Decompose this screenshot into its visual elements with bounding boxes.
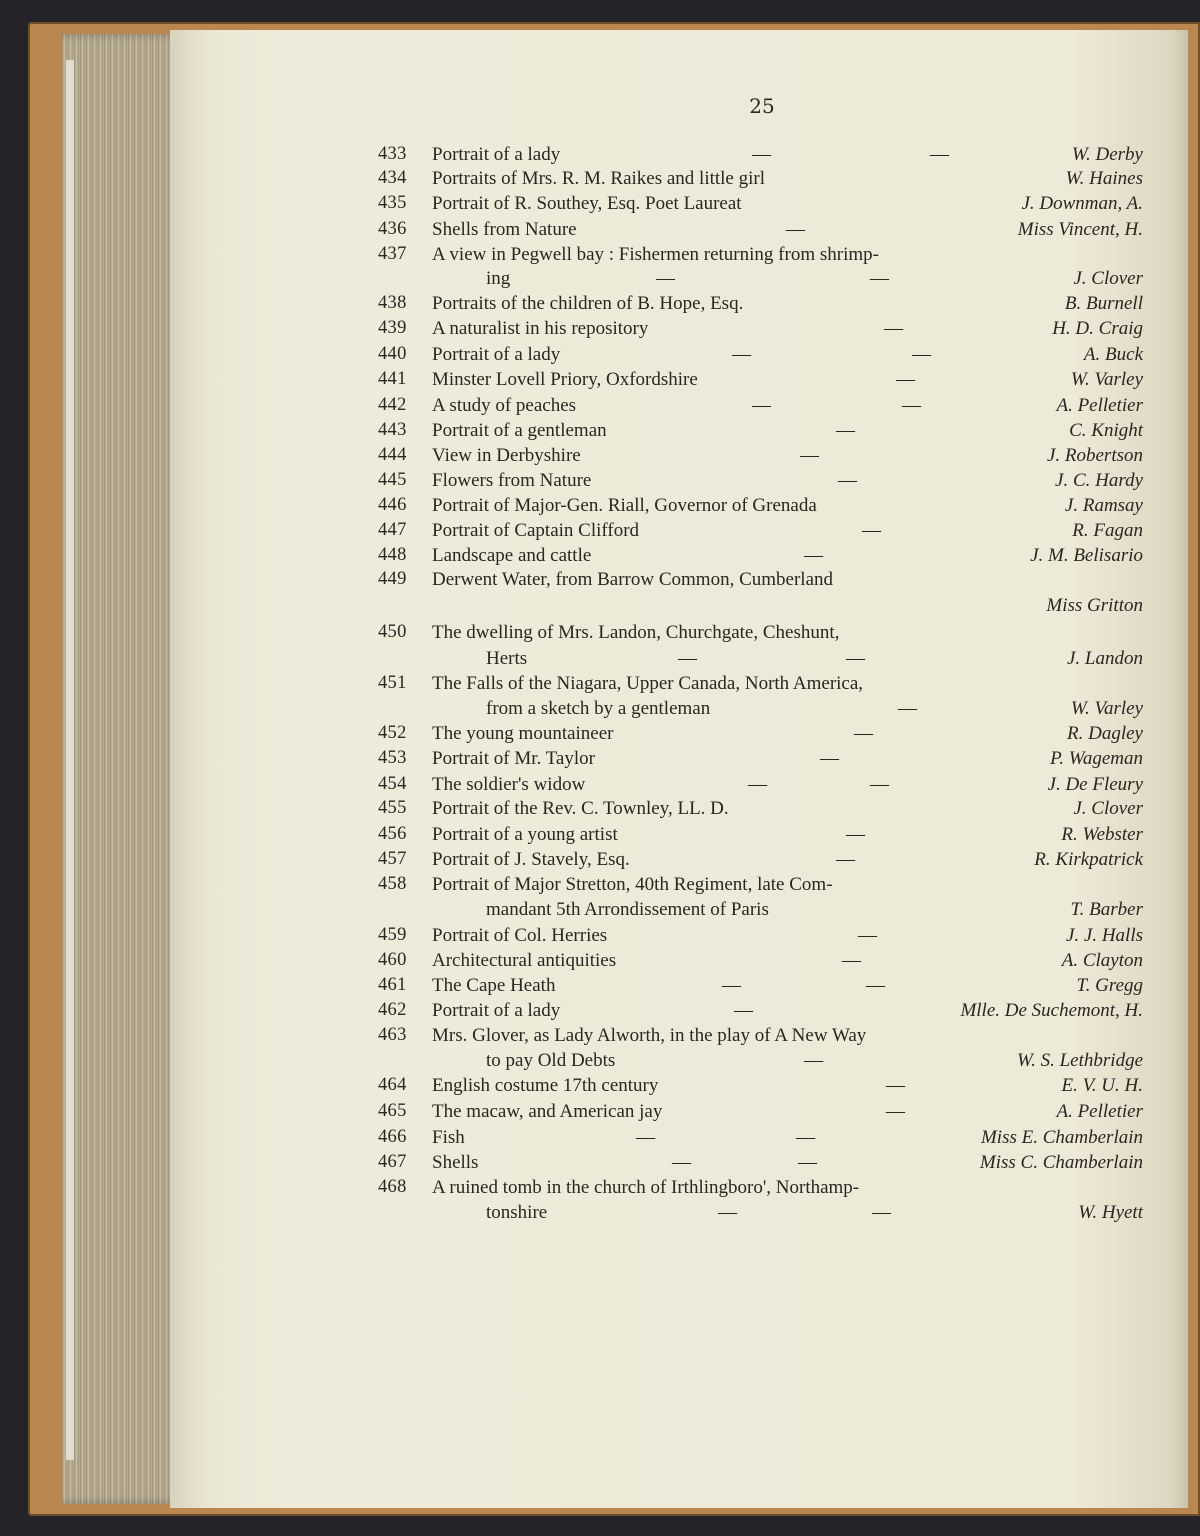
dash-separator: — bbox=[912, 344, 931, 365]
dash-separator: — bbox=[862, 520, 881, 541]
entry-number: 448 bbox=[378, 545, 407, 565]
catalogue-entry bbox=[0, 798, 1200, 824]
catalogue-entry bbox=[0, 824, 1200, 850]
entry-title: Flowers from Nature bbox=[432, 470, 592, 491]
catalogue-entry bbox=[0, 1025, 1200, 1051]
entry-artist: J. M. Belisario bbox=[1030, 545, 1143, 566]
dash-separator: — bbox=[842, 950, 861, 971]
dash-separator: — bbox=[796, 1127, 815, 1148]
entry-title: Portrait of Mr. Taylor bbox=[432, 748, 595, 769]
entry-title-continuation: to pay Old Debts bbox=[486, 1050, 616, 1071]
entry-number: 454 bbox=[378, 774, 407, 794]
entry-number: 441 bbox=[378, 369, 407, 389]
entry-number: 435 bbox=[378, 193, 407, 213]
entry-artist: R. Dagley bbox=[1067, 723, 1143, 744]
entry-artist: W. Varley bbox=[1070, 369, 1143, 390]
catalogue-entry bbox=[0, 545, 1200, 571]
dash-separator: — bbox=[804, 545, 823, 566]
entry-artist: J. Downman, A. bbox=[1021, 193, 1143, 214]
entry-title: Portrait of Major-Gen. Riall, Governor of Grenada bbox=[432, 495, 817, 516]
dash-separator: — bbox=[870, 268, 889, 289]
catalogue-entry bbox=[0, 344, 1200, 370]
entry-title: A naturalist in his repository bbox=[432, 318, 649, 339]
entry-artist: T. Barber bbox=[1070, 899, 1143, 920]
entry-artist: J. Landon bbox=[1067, 648, 1143, 669]
entry-number: 450 bbox=[378, 622, 407, 642]
catalogue-entry bbox=[0, 520, 1200, 546]
entry-number: 459 bbox=[378, 925, 407, 945]
entry-title-continuation: ing bbox=[486, 268, 511, 289]
entry-title: The Cape Heath bbox=[432, 975, 556, 996]
entry-title-continuation: tonshire bbox=[486, 1202, 548, 1223]
catalogue-entry bbox=[0, 622, 1200, 648]
entry-number: 437 bbox=[378, 244, 407, 264]
entry-title: Portraits of Mrs. R. M. Raikes and little girl bbox=[432, 168, 766, 189]
dash-separator: — bbox=[636, 1127, 655, 1148]
entry-title: Minster Lovell Priory, Oxfordshire bbox=[432, 369, 698, 390]
catalogue-entry-continuation bbox=[0, 698, 1200, 724]
catalogue-entry bbox=[0, 445, 1200, 471]
entry-artist: J. J. Halls bbox=[1065, 925, 1143, 946]
entry-number: 456 bbox=[378, 824, 407, 844]
entry-title: Fish bbox=[432, 1127, 465, 1148]
dash-separator: — bbox=[898, 698, 917, 719]
dash-separator: — bbox=[896, 369, 915, 390]
entry-number: 434 bbox=[378, 168, 407, 188]
entry-number: 436 bbox=[378, 219, 407, 239]
entry-title: Portrait of a gentleman bbox=[432, 420, 607, 441]
catalogue-entry bbox=[0, 369, 1200, 395]
catalogue-entry bbox=[0, 849, 1200, 875]
catalogue-entry bbox=[0, 144, 1200, 170]
entry-number: 449 bbox=[378, 569, 407, 589]
dash-separator: — bbox=[858, 925, 877, 946]
catalogue-entry-continuation bbox=[0, 1202, 1200, 1228]
entry-title: Portrait of a lady bbox=[432, 144, 561, 165]
entry-artist: Mlle. De Suchemont, H. bbox=[960, 1000, 1143, 1021]
dash-separator: — bbox=[884, 318, 903, 339]
entry-artist: J. C. Hardy bbox=[1055, 470, 1143, 491]
entry-title: Landscape and cattle bbox=[432, 545, 592, 566]
entry-number: 458 bbox=[378, 874, 407, 894]
entry-number: 440 bbox=[378, 344, 407, 364]
dash-separator: — bbox=[732, 344, 751, 365]
dash-separator: — bbox=[854, 723, 873, 744]
entry-artist: W. Hyett bbox=[1078, 1202, 1143, 1223]
entry-number: 447 bbox=[378, 520, 407, 540]
catalogue-entry bbox=[0, 723, 1200, 749]
dash-separator: — bbox=[866, 975, 885, 996]
catalogue-entry-continuation bbox=[0, 899, 1200, 925]
entry-number: 464 bbox=[378, 1075, 407, 1095]
catalogue-entry bbox=[0, 193, 1200, 219]
entry-artist: Miss E. Chamberlain bbox=[980, 1127, 1143, 1148]
entry-title-continuation: from a sketch by a gentleman bbox=[486, 698, 711, 719]
entry-title: The dwelling of Mrs. Landon, Churchgate, Cheshunt, bbox=[432, 622, 840, 643]
catalogue-entry-continuation bbox=[0, 268, 1200, 294]
dash-separator: — bbox=[656, 268, 675, 289]
entry-artist: P. Wageman bbox=[1050, 748, 1143, 769]
dash-separator: — bbox=[820, 748, 839, 769]
entry-number: 467 bbox=[378, 1152, 407, 1172]
catalogue-entry bbox=[0, 244, 1200, 270]
entry-artist: W. S. Lethbridge bbox=[1017, 1050, 1143, 1071]
catalogue-entry-artist-line bbox=[0, 595, 1200, 621]
entry-title: A study of peaches bbox=[432, 395, 577, 416]
entry-title: The soldier's widow bbox=[432, 774, 586, 795]
entry-title: The young mountaineer bbox=[432, 723, 614, 744]
dash-separator: — bbox=[804, 1050, 823, 1071]
entry-title: Shells from Nature bbox=[432, 219, 577, 240]
entry-number: 445 bbox=[378, 470, 407, 490]
entry-title: Derwent Water, from Barrow Common, Cumberland bbox=[432, 569, 834, 590]
catalogue-entry-continuation bbox=[0, 1050, 1200, 1076]
entry-artist: Miss C. Chamberlain bbox=[979, 1152, 1143, 1173]
entry-title: The Falls of the Niagara, Upper Canada, North America, bbox=[432, 673, 864, 694]
catalogue-entry bbox=[0, 219, 1200, 245]
catalogue-entry bbox=[0, 748, 1200, 774]
entry-number: 457 bbox=[378, 849, 407, 869]
entry-artist: W. Derby bbox=[1071, 144, 1143, 165]
dash-separator: — bbox=[902, 395, 921, 416]
catalogue-entry bbox=[0, 874, 1200, 900]
catalogue-entry bbox=[0, 1152, 1200, 1178]
entry-artist: A. Pelletier bbox=[1056, 395, 1143, 416]
entry-artist: W. Haines bbox=[1065, 168, 1143, 189]
entry-number: 438 bbox=[378, 293, 407, 313]
entry-number: 463 bbox=[378, 1025, 407, 1045]
page-number: 25 bbox=[749, 94, 775, 118]
catalogue-entry bbox=[0, 293, 1200, 319]
entry-artist: R. Webster bbox=[1061, 824, 1143, 845]
entry-number: 455 bbox=[378, 798, 407, 818]
entry-artist: Miss Vincent, H. bbox=[1017, 219, 1143, 240]
entry-artist: A. Buck bbox=[1083, 344, 1143, 365]
entry-artist: B. Burnell bbox=[1064, 293, 1143, 314]
entry-title: A ruined tomb in the church of Irthlingboro', Northamp- bbox=[432, 1177, 860, 1198]
entry-artist: R. Kirkpatrick bbox=[1034, 849, 1143, 870]
catalogue-entry bbox=[0, 1075, 1200, 1101]
entry-artist: T. Gregg bbox=[1076, 975, 1143, 996]
entry-title: Portrait of a lady bbox=[432, 1000, 561, 1021]
dash-separator: — bbox=[838, 470, 857, 491]
entry-title: English costume 17th century bbox=[432, 1075, 659, 1096]
catalogue-entry bbox=[0, 420, 1200, 446]
entry-number: 453 bbox=[378, 748, 407, 768]
dash-separator: — bbox=[886, 1075, 905, 1096]
dash-separator: — bbox=[678, 648, 697, 669]
entry-artist: E. V. U. H. bbox=[1061, 1075, 1143, 1096]
dash-separator: — bbox=[872, 1202, 891, 1223]
catalogue-entry bbox=[0, 1127, 1200, 1153]
entry-title: Shells bbox=[432, 1152, 479, 1173]
dash-separator: — bbox=[734, 1000, 753, 1021]
dash-separator: — bbox=[846, 648, 865, 669]
entry-artist: H. D. Craig bbox=[1052, 318, 1143, 339]
entry-number: 451 bbox=[378, 673, 407, 693]
dash-separator: — bbox=[800, 445, 819, 466]
dash-separator: — bbox=[798, 1152, 817, 1173]
entry-title-continuation: Herts bbox=[486, 648, 528, 669]
dash-separator: — bbox=[722, 975, 741, 996]
entry-title: Portrait of R. Southey, Esq. Poet Laureat bbox=[432, 193, 742, 214]
dash-separator: — bbox=[836, 849, 855, 870]
dash-separator: — bbox=[752, 144, 771, 165]
catalogue-entry bbox=[0, 1000, 1200, 1026]
entry-number: 468 bbox=[378, 1177, 407, 1197]
catalogue-entry bbox=[0, 950, 1200, 976]
entry-title: Portrait of Col. Herries bbox=[432, 925, 608, 946]
entry-title: Portrait of Captain Clifford bbox=[432, 520, 640, 541]
entry-artist: Miss Gritton bbox=[1046, 595, 1143, 616]
catalogue-entry bbox=[0, 1177, 1200, 1203]
catalogue-entry bbox=[0, 925, 1200, 951]
dash-separator: — bbox=[672, 1152, 691, 1173]
catalogue-entry bbox=[0, 318, 1200, 344]
entry-title: Architectural antiquities bbox=[432, 950, 617, 971]
entry-title: Portrait of a young artist bbox=[432, 824, 618, 845]
entry-number: 461 bbox=[378, 975, 407, 995]
entry-number: 452 bbox=[378, 723, 407, 743]
entry-number: 446 bbox=[378, 495, 407, 515]
dash-separator: — bbox=[886, 1101, 905, 1122]
entry-title: View in Derbyshire bbox=[432, 445, 581, 466]
dash-separator: — bbox=[846, 824, 865, 845]
dash-separator: — bbox=[748, 774, 767, 795]
entry-number: 433 bbox=[378, 144, 407, 164]
catalogue-entry bbox=[0, 975, 1200, 1001]
catalogue-entry bbox=[0, 569, 1200, 595]
entry-number: 462 bbox=[378, 1000, 407, 1020]
entry-title: Portrait of J. Stavely, Esq. bbox=[432, 849, 630, 870]
entry-title: Portraits of the children of B. Hope, Esq. bbox=[432, 293, 744, 314]
entry-number: 442 bbox=[378, 395, 407, 415]
entry-artist: A. Clayton bbox=[1061, 950, 1143, 971]
catalogue-entry bbox=[0, 1101, 1200, 1127]
entry-title: Portrait of the Rev. C. Townley, LL. D. bbox=[432, 798, 729, 819]
entry-number: 460 bbox=[378, 950, 407, 970]
entry-title-continuation: mandant 5th Arrondissement of Paris bbox=[486, 899, 769, 920]
dash-separator: — bbox=[930, 144, 949, 165]
entry-artist: J. Ramsay bbox=[1064, 495, 1143, 516]
entry-artist: R. Fagan bbox=[1072, 520, 1143, 541]
entry-artist: C. Knight bbox=[1069, 420, 1143, 441]
entry-number: 439 bbox=[378, 318, 407, 338]
dash-separator: — bbox=[786, 219, 805, 240]
catalogue-entry bbox=[0, 395, 1200, 421]
dash-separator: — bbox=[836, 420, 855, 441]
dash-separator: — bbox=[870, 774, 889, 795]
entry-title: Portrait of Major Stretton, 40th Regiment, late Com- bbox=[432, 874, 833, 895]
entry-title: Mrs. Glover, as Lady Alworth, in the play of A New Way bbox=[432, 1025, 867, 1046]
catalogue-entry bbox=[0, 168, 1200, 194]
entry-number: 444 bbox=[378, 445, 407, 465]
catalogue-entry bbox=[0, 774, 1200, 800]
entry-artist: J. Clover bbox=[1073, 798, 1143, 819]
entry-artist: J. De Fleury bbox=[1047, 774, 1143, 795]
catalogue-entry-continuation bbox=[0, 648, 1200, 674]
entry-number: 466 bbox=[378, 1127, 407, 1147]
entry-title: The macaw, and American jay bbox=[432, 1101, 663, 1122]
entry-artist: J. Robertson bbox=[1046, 445, 1143, 466]
entry-title: A view in Pegwell bay : Fishermen returning from shrimp- bbox=[432, 244, 879, 265]
entry-number: 465 bbox=[378, 1101, 407, 1121]
dash-separator: — bbox=[752, 395, 771, 416]
entry-artist: J. Clover bbox=[1073, 268, 1143, 289]
catalogue-entry bbox=[0, 470, 1200, 496]
entry-artist: W. Varley bbox=[1070, 698, 1143, 719]
entry-artist: A. Pelletier bbox=[1056, 1101, 1143, 1122]
dash-separator: — bbox=[718, 1202, 737, 1223]
entry-number: 443 bbox=[378, 420, 407, 440]
catalogue-entry bbox=[0, 673, 1200, 699]
catalogue-entry bbox=[0, 495, 1200, 521]
entry-title: Portrait of a lady bbox=[432, 344, 561, 365]
